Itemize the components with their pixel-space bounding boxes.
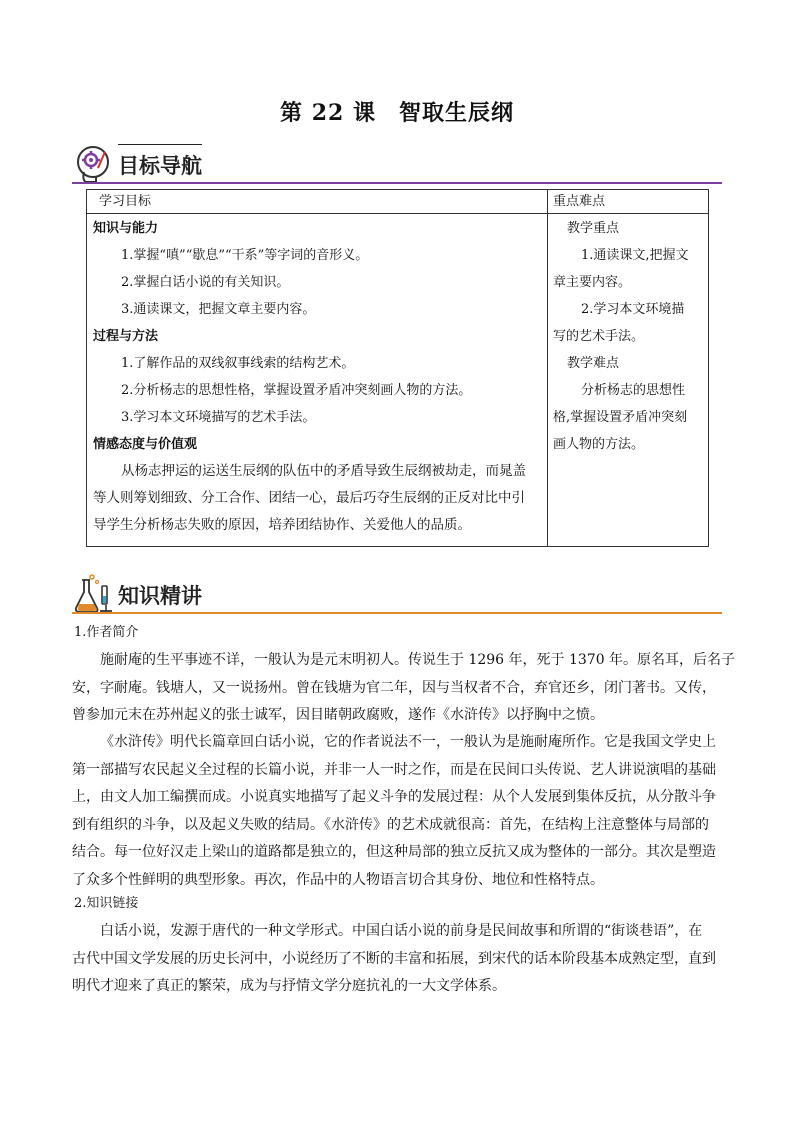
emotion-line: 导学生分析杨志失败的原因，培养团结协作、关爱他人的品质。 [93,517,471,533]
section-heading-label: 知识精讲 [118,584,202,608]
focus-line: 分析杨志的思想性 [581,383,686,398]
table-header-goals: 学习目标 [99,194,152,209]
author-paragraph-2 [72,729,724,894]
heading-top-rule [118,144,202,145]
focus-line: 教学重点 [567,221,620,236]
list-item: 1.了解作品的双线叙事线索的结构艺术。 [121,356,355,371]
subheading-link: 2.知识链接 [74,896,139,911]
author-paragraph-1 [72,647,736,730]
text-line: 结合。每一位好汉走上梁山的道路都是独立的，但这种局部的独立反抗又成为整体的一部分。其次是塑造 [72,844,716,860]
text-line: 白话小说，发源于唐代的一种文学形式。中国白话小说的前身是民间故事和所谓的“街谈巷语”，在 [100,923,703,939]
text-line: 上，由文人加工编撰而成。小说真实地描写了起义斗争的发展过程：从个人发展到集体反抗，从分散斗争 [72,789,716,805]
text-line: 了众多个性鲜明的典型形象。再次，作品中的人物语言切合其身份、地位和性格特点。 [72,871,604,888]
focus-line: 写的艺术手法。 [553,329,645,344]
list-item: 2.分析杨志的思想性格，掌握设置矛盾冲突刻画人物的方法。 [121,383,472,398]
text-line: 《水浒传》明代长篇章回白话小说，它的作者说法不一，一般认为是施耐庵所作。它是我国文学史上 [100,734,716,750]
text-line: 安，字耐庵。钱塘人，又一说扬州。曾在钱塘为官二年，因与当权者不合，弃官还乡，闭门著书。又传， [72,679,716,696]
subheading-author: 1.作者简介 [74,625,139,640]
list-item: 2.掌握白话小说的有关知识。 [121,275,290,290]
heading-underline [72,182,722,184]
text-line: 施耐庵的生平事迹不详，一般认为是元末明初人。传说生于 1296 年，死于 1370 年。原名耳，后名子 [100,652,736,668]
list-item: 3.学习本文环境描写的艺术手法。 [121,410,316,425]
text-line: 到有组织的斗争，以及起义失败的结局。《水浒传》的艺术成就很高：首先，在结构上注意整体与局部的 [72,816,709,833]
focus-line: 2.学习本文环境描 [581,302,685,317]
focus-line: 章主要内容。 [553,275,632,290]
focus-line: 格,掌握设置矛盾冲突刻 [553,410,688,425]
list-item: 3.通读课文，把握文章主要内容。 [121,302,316,317]
table-divider [87,213,708,214]
section-heading-label: 目标导航 [118,154,202,178]
table-divider [547,190,548,546]
text-line: 明代才迎来了真正的繁荣，成为与抒情文学分庭抗礼的一大文学体系。 [72,978,506,994]
text-line: 古代中国文学发展的历史长河中，小说经历了不断的丰富和拓展，到宋代的话本阶段基本成熟定型，直到 [72,950,716,967]
section-heading-goals [72,142,722,186]
emotion-heading: 情感态度与价值观 [93,437,198,452]
brain-gear-icon [72,142,116,186]
knowledge-heading: 知识与能力 [93,221,159,236]
goals-table [86,189,709,547]
focus-line: 1.通读课文,把握文 [581,248,689,263]
page-title: 第 22 课 智取生辰纲 [280,100,514,126]
table-header-focus: 重点难点 [553,194,606,209]
emotion-line: 从杨志押运的运送生辰纲的队伍中的矛盾导致生辰纲被劫走，而晁盖 [121,463,526,479]
text-line: 曾参加元末在苏州起义的张士诚军，因目睹朝政腐败，遂作《水浒传》以抒胸中之愤。 [72,707,604,723]
process-heading: 过程与方法 [93,329,159,344]
list-item: 1.掌握“嗔”“歇息”“干系”等字词的音形义。 [121,248,369,263]
heading-underline [72,612,722,614]
emotion-line: 等人则筹划细致、分工合作、团结一心，最后巧夺生辰纲的正反对比中引 [93,490,525,506]
text-line: 第一部描写农民起义全过程的长篇小说，并非一人一时之作，而是在民间口头传说、艺人讲说演唱的基础 [72,761,716,778]
focus-line: 教学难点 [567,356,620,371]
section-heading-knowledge [72,572,722,616]
link-paragraph [72,918,724,1001]
focus-line: 画人物的方法。 [553,437,645,452]
flask-microscope-icon [72,572,116,616]
